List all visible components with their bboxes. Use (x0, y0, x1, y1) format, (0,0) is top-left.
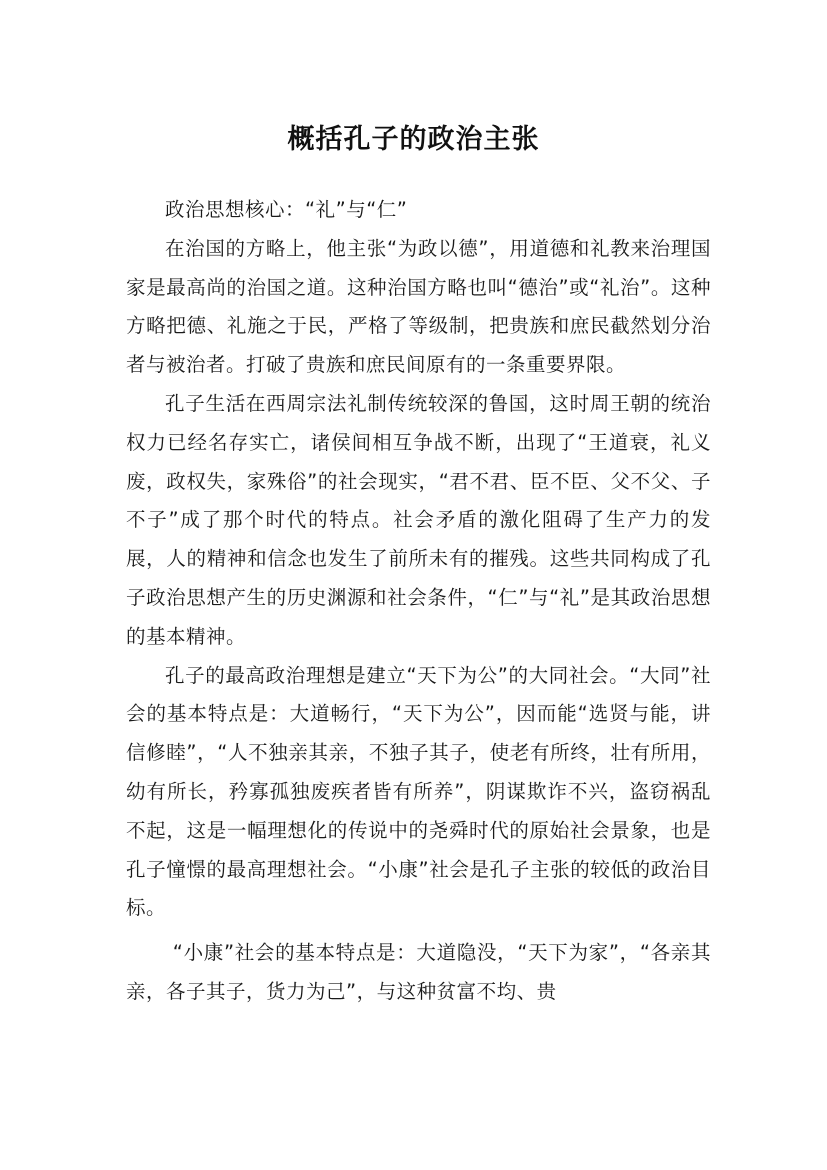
paragraph-heading: 政治思想核心：“礼”与“仁” (165, 198, 408, 221)
paragraph: 孔子的最高政治理想是建立“天下为公”的大同社会。“大同”社会的基本特点是：大道畅行，“天下为公”，因而能“选贤与能，讲信修睦”，“人不独亲其亲，不独子其子，使老有所终，壮有所用，幼有所长，矜寡孤独废疾者皆有所养”，阴谋欺诈不兴，盗窃祸乱不起，这是一幅理想化的传说中的尧舜时代的原始社会景象，也是孔子憧憬的最高理想社会。“小康”社会是孔子主张的较低的政治目标。 (126, 663, 711, 920)
paragraph: 孔子生活在西周宗法礼制传统较深的鲁国，这时周王朝的统治权力已经名存实亡，诸侯间相互争战不断，出现了“王道衰，礼义废，政权失，家殊俗”的社会现实，“君不君、臣不臣、父不父、子不子”成了那个时代的特点。社会矛盾的激化阻碍了生产力的发展，人的精神和信念也发生了前所未有的摧残。这些共同构成了孔子政治思想产生的历史渊源和社会条件，“仁”与“礼”是其政治思想的基本精神。 (126, 391, 711, 648)
page-title: 概括孔子的政治主张 (287, 124, 540, 156)
paragraph: 在治国的方略上，他主张“为政以德”，用道德和礼教来治理国家是最高尚的治国之道。这种治国方略也叫“德治”或“礼治”。这种方略把德、礼施之于民，严格了等级制，把贵族和庶民截然划分治者与被治者。打破了贵族和庶民间原有的一条重要界限。 (126, 236, 711, 377)
paragraph: “小康”社会的基本特点是：大道隐没，“天下为家”，“各亲其亲，各子其子，货力为己”，与这种贫富不均、贵 (126, 941, 711, 1003)
document-body (126, 191, 711, 1012)
